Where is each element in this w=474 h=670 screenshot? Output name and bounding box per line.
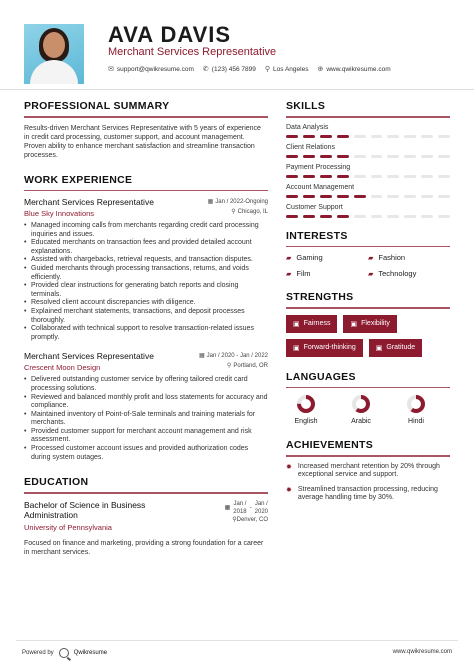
interest-label: Gaming xyxy=(296,253,323,262)
job-entry xyxy=(24,351,268,462)
section-rule xyxy=(286,116,450,118)
edu-text: Focused on finance and marketing, providing a strong foundation for a career in merchant services. xyxy=(24,539,264,556)
job-title: Merchant Services Representative xyxy=(24,351,154,362)
strength-label: Flexibility xyxy=(361,320,390,327)
right-column xyxy=(286,100,450,509)
calendar-icon: ▦ xyxy=(224,504,231,511)
strength-chip xyxy=(343,315,396,333)
interest-item xyxy=(286,253,368,262)
book-icon: ▰ xyxy=(368,254,374,262)
interest-item xyxy=(368,253,450,262)
strength-label: Gratitude xyxy=(386,344,416,351)
skill-level-segment xyxy=(421,215,433,218)
education-title: EDUCATION xyxy=(24,476,89,489)
calendar-icon: ▦ xyxy=(198,353,205,360)
strengths-list xyxy=(286,315,450,357)
edu-end-year: 2020 xyxy=(254,508,268,515)
edu-start-year: 2018 xyxy=(233,508,247,515)
skill-level-bar xyxy=(286,195,450,198)
badge-icon: ▣ xyxy=(293,344,300,352)
globe-icon: ⊕ xyxy=(317,66,324,73)
skill-level-segment xyxy=(371,215,383,218)
list-item: • Collaborated with technical support to resolve transaction-related issues promptly. xyxy=(24,325,268,342)
section-rule xyxy=(286,246,450,248)
skill-level-segment xyxy=(421,155,433,158)
achievement-item xyxy=(286,463,450,480)
skill-level-segment xyxy=(371,135,383,138)
section-rule xyxy=(286,455,450,457)
job-dates: Jan / 2022-Ongoing xyxy=(215,199,268,205)
contact-email[interactable]: support@qwikresume.com xyxy=(116,65,194,73)
skill-level-segment xyxy=(438,195,450,198)
list-item: • Provided customer support for merchant account management and risk assessment. xyxy=(24,428,268,445)
book-icon: ▰ xyxy=(286,270,292,278)
map-pin-icon: ⚲ xyxy=(231,209,236,215)
skill-label: Account Management xyxy=(286,183,355,191)
skill-level-segment xyxy=(354,135,366,138)
edu-end-month: Jan / xyxy=(254,500,268,507)
achievement-text: Increased merchant retention by 20% through exceptional service and support. xyxy=(297,462,440,479)
skill-level-segment xyxy=(438,135,450,138)
profile-photo xyxy=(24,24,84,84)
section-rule xyxy=(286,307,450,309)
skill-level-bar xyxy=(286,215,450,218)
list-item: • Managed incoming calls from merchants regarding credit card processing inquiries and issues. xyxy=(24,222,268,239)
strength-chip xyxy=(286,339,363,357)
skill-level-segment xyxy=(320,175,332,178)
job-bullets xyxy=(24,222,268,342)
contact-row xyxy=(108,65,391,73)
envelope-icon: ✉ xyxy=(108,66,114,73)
footer-divider xyxy=(16,640,458,641)
list-item: • Explained merchant statements, transactions, and deposit processes thoroughly. xyxy=(24,308,268,325)
edu-degree: Bachelor of Science in Business Administration xyxy=(24,499,146,521)
map-pin-icon: ⚲ xyxy=(232,516,237,523)
skill-level-segment xyxy=(320,155,332,158)
map-pin-icon: ⚲ xyxy=(226,363,232,370)
candidate-role: Merchant Services Representative xyxy=(108,46,277,58)
skill-level-segment xyxy=(354,175,366,178)
list-item: • Processed customer account issues and provided authorization codes during system outages. xyxy=(24,445,268,462)
skill-level-segment xyxy=(354,195,366,198)
skill-level-segment xyxy=(303,135,315,138)
language-name: Arabic xyxy=(351,418,371,425)
badge-icon: ▣ xyxy=(350,320,358,328)
trophy-icon: ✸ xyxy=(286,463,292,471)
skill-level-segment xyxy=(337,195,349,198)
strength-chip xyxy=(369,339,422,357)
skill-level-segment xyxy=(286,195,298,198)
skill-level-segment xyxy=(337,155,349,158)
left-column xyxy=(24,100,268,557)
job-location: Portland, OR xyxy=(233,363,268,370)
language-level-ring xyxy=(351,394,371,414)
powered-label: Powered by xyxy=(22,650,54,656)
skill-level-bar xyxy=(286,135,450,138)
skill-level-segment xyxy=(421,195,433,198)
skill-level-segment xyxy=(404,195,416,198)
candidate-name: AVA DAVIS xyxy=(108,22,232,47)
resume-header xyxy=(0,0,474,90)
skill-level-segment xyxy=(303,195,315,198)
skill-level-segment xyxy=(438,155,450,158)
skill-level-segment xyxy=(387,135,399,138)
language-name: Hindi xyxy=(408,418,424,425)
skill-level-segment xyxy=(320,135,332,138)
skill-level-segment xyxy=(404,135,416,138)
summary-text: Results-driven Merchant Services Representative with 5 years of experience in credit card processing, customer support, and account management. Proven ability to enhance merchant satisfaction and streamline transaction processes. xyxy=(24,124,261,159)
skill-level-segment xyxy=(387,195,399,198)
section-rule xyxy=(24,190,268,192)
language-item xyxy=(341,394,381,425)
skill-label: Client Relations xyxy=(286,143,336,151)
skill-level-segment xyxy=(286,135,298,138)
skill-level-segment xyxy=(371,155,383,158)
language-item xyxy=(286,394,326,425)
skill-level-segment xyxy=(404,175,416,178)
list-item: • Educated merchants on transaction fees and provided detailed account explanations. xyxy=(24,239,268,256)
book-icon: ▰ xyxy=(286,254,292,262)
language-level-ring xyxy=(406,394,426,414)
footer xyxy=(0,640,474,670)
skill-level-segment xyxy=(286,155,298,158)
edu-school: University of Pennsylvania xyxy=(24,522,112,532)
skill-level-bar xyxy=(286,175,450,178)
skills-title: SKILLS xyxy=(286,100,326,112)
skill-level-segment xyxy=(337,215,349,218)
interest-item xyxy=(286,269,368,278)
job-company: Crescent Moon Design xyxy=(24,363,101,373)
section-rule xyxy=(286,387,450,389)
skill-level-segment xyxy=(286,175,298,178)
skill-level-segment xyxy=(404,155,416,158)
strength-label: Fairness xyxy=(303,320,331,327)
skill-level-bar xyxy=(286,155,450,158)
skill-level-segment xyxy=(387,175,399,178)
strength-label: Forward-thinking xyxy=(303,344,356,351)
skill-level-segment xyxy=(421,175,433,178)
skill-level-segment xyxy=(438,175,450,178)
interest-label: Fashion xyxy=(378,253,406,262)
qwikresume-logo-icon xyxy=(59,648,69,658)
phone-icon: ✆ xyxy=(202,66,209,73)
trophy-icon: ✸ xyxy=(286,486,292,494)
contact-location: Los Angeles xyxy=(273,65,309,73)
job-title: Merchant Services Representative xyxy=(24,197,154,207)
skill-level-segment xyxy=(303,155,315,158)
skill-level-segment xyxy=(371,175,383,178)
interest-item xyxy=(368,269,450,278)
skill-level-segment xyxy=(337,175,349,178)
skill-level-segment xyxy=(387,155,399,158)
languages-list xyxy=(286,394,436,425)
skill-level-segment xyxy=(387,215,399,218)
footer-website[interactable]: www.qwikresume.com xyxy=(392,649,452,655)
skill-level-segment xyxy=(354,215,366,218)
language-name: English xyxy=(294,418,318,425)
edu-location: Denver, CO xyxy=(236,516,268,523)
interests-title: INTERESTS xyxy=(286,229,348,242)
header-divider xyxy=(0,89,474,90)
powered-by xyxy=(22,648,107,658)
contact-website[interactable]: www.qwikresume.com xyxy=(326,65,391,73)
skill-level-segment xyxy=(303,175,315,178)
achievements-title: ACHIEVEMENTS xyxy=(286,439,374,451)
calendar-icon: ▦ xyxy=(207,199,214,205)
book-icon: ▰ xyxy=(368,270,374,278)
list-item: • Assisted with chargebacks, retrieval requests, and transaction disputes. xyxy=(24,256,268,265)
skill-label: Payment Processing xyxy=(286,163,351,171)
skill-level-segment xyxy=(320,195,332,198)
skill-level-segment xyxy=(404,215,416,218)
job-entry xyxy=(24,197,268,342)
list-item: • Provided clear instructions for generating batch reports and closing terminals. xyxy=(24,282,268,299)
skill-label: Customer Support xyxy=(286,203,343,211)
skills-list xyxy=(286,124,450,218)
job-dates: Jan / 2020 - Jan / 2022 xyxy=(206,353,268,360)
job-location: Chicago, IL xyxy=(237,209,268,215)
language-item xyxy=(396,394,436,425)
edu-start-month: Jan / xyxy=(233,500,247,507)
section-rule xyxy=(24,116,268,118)
languages-title: LANGUAGES xyxy=(286,370,356,383)
contact-phone[interactable]: (123) 456 7899 xyxy=(211,65,256,73)
skill-label: Data Analysis xyxy=(286,123,329,131)
badge-icon: ▣ xyxy=(293,320,300,328)
skill-level-segment xyxy=(371,195,383,198)
list-item: • Resolved client account discrepancies with diligence. xyxy=(24,299,268,308)
experience-title: WORK EXPERIENCE xyxy=(24,173,133,186)
skill-level-segment xyxy=(438,215,450,218)
job-bullets xyxy=(24,376,268,462)
interest-label: Technology xyxy=(378,269,417,278)
achievement-item xyxy=(286,486,450,503)
achievement-text: Streamlined transaction processing, reducing average handling time by 30%. xyxy=(297,485,438,502)
badge-icon: ▣ xyxy=(375,344,383,352)
strengths-title: STRENGTHS xyxy=(286,291,354,303)
skill-level-segment xyxy=(303,215,315,218)
brand-name[interactable]: Qwikresume xyxy=(73,650,108,656)
list-item: • Guided merchants through processing transactions, returns, and voids efficiently. xyxy=(24,265,268,282)
language-level-ring xyxy=(296,394,316,414)
skill-level-segment xyxy=(286,215,298,218)
job-company: Blue Sky Innovations xyxy=(24,209,95,218)
education-entry: Bachelor of Science in Business Administration University of Pennsylvania ▦ Jan / 2018 - Jan / 2020 ⚲Denver, CO Focused on finance and marketing, providing a strong foundation for a career in merchant services. xyxy=(24,499,268,556)
map-pin-icon: ⚲ xyxy=(264,66,271,73)
skill-level-segment xyxy=(421,135,433,138)
section-rule xyxy=(24,492,268,494)
list-item: • Maintained inventory of Point-of-Sale terminals and training materials for merchants. xyxy=(24,411,268,428)
summary-title: PROFESSIONAL SUMMARY xyxy=(24,100,170,112)
list-item: • Reviewed and balanced monthly profit and loss statements for accuracy and compliance. xyxy=(24,394,268,411)
list-item: • Delivered outstanding customer service by offering tailored credit card processing solutions. xyxy=(24,376,268,393)
interests-list xyxy=(286,253,450,278)
skill-level-segment xyxy=(337,135,349,138)
interest-label: Film xyxy=(296,269,311,278)
skill-level-segment xyxy=(320,215,332,218)
skill-level-segment xyxy=(354,155,366,158)
strength-chip xyxy=(286,315,337,333)
